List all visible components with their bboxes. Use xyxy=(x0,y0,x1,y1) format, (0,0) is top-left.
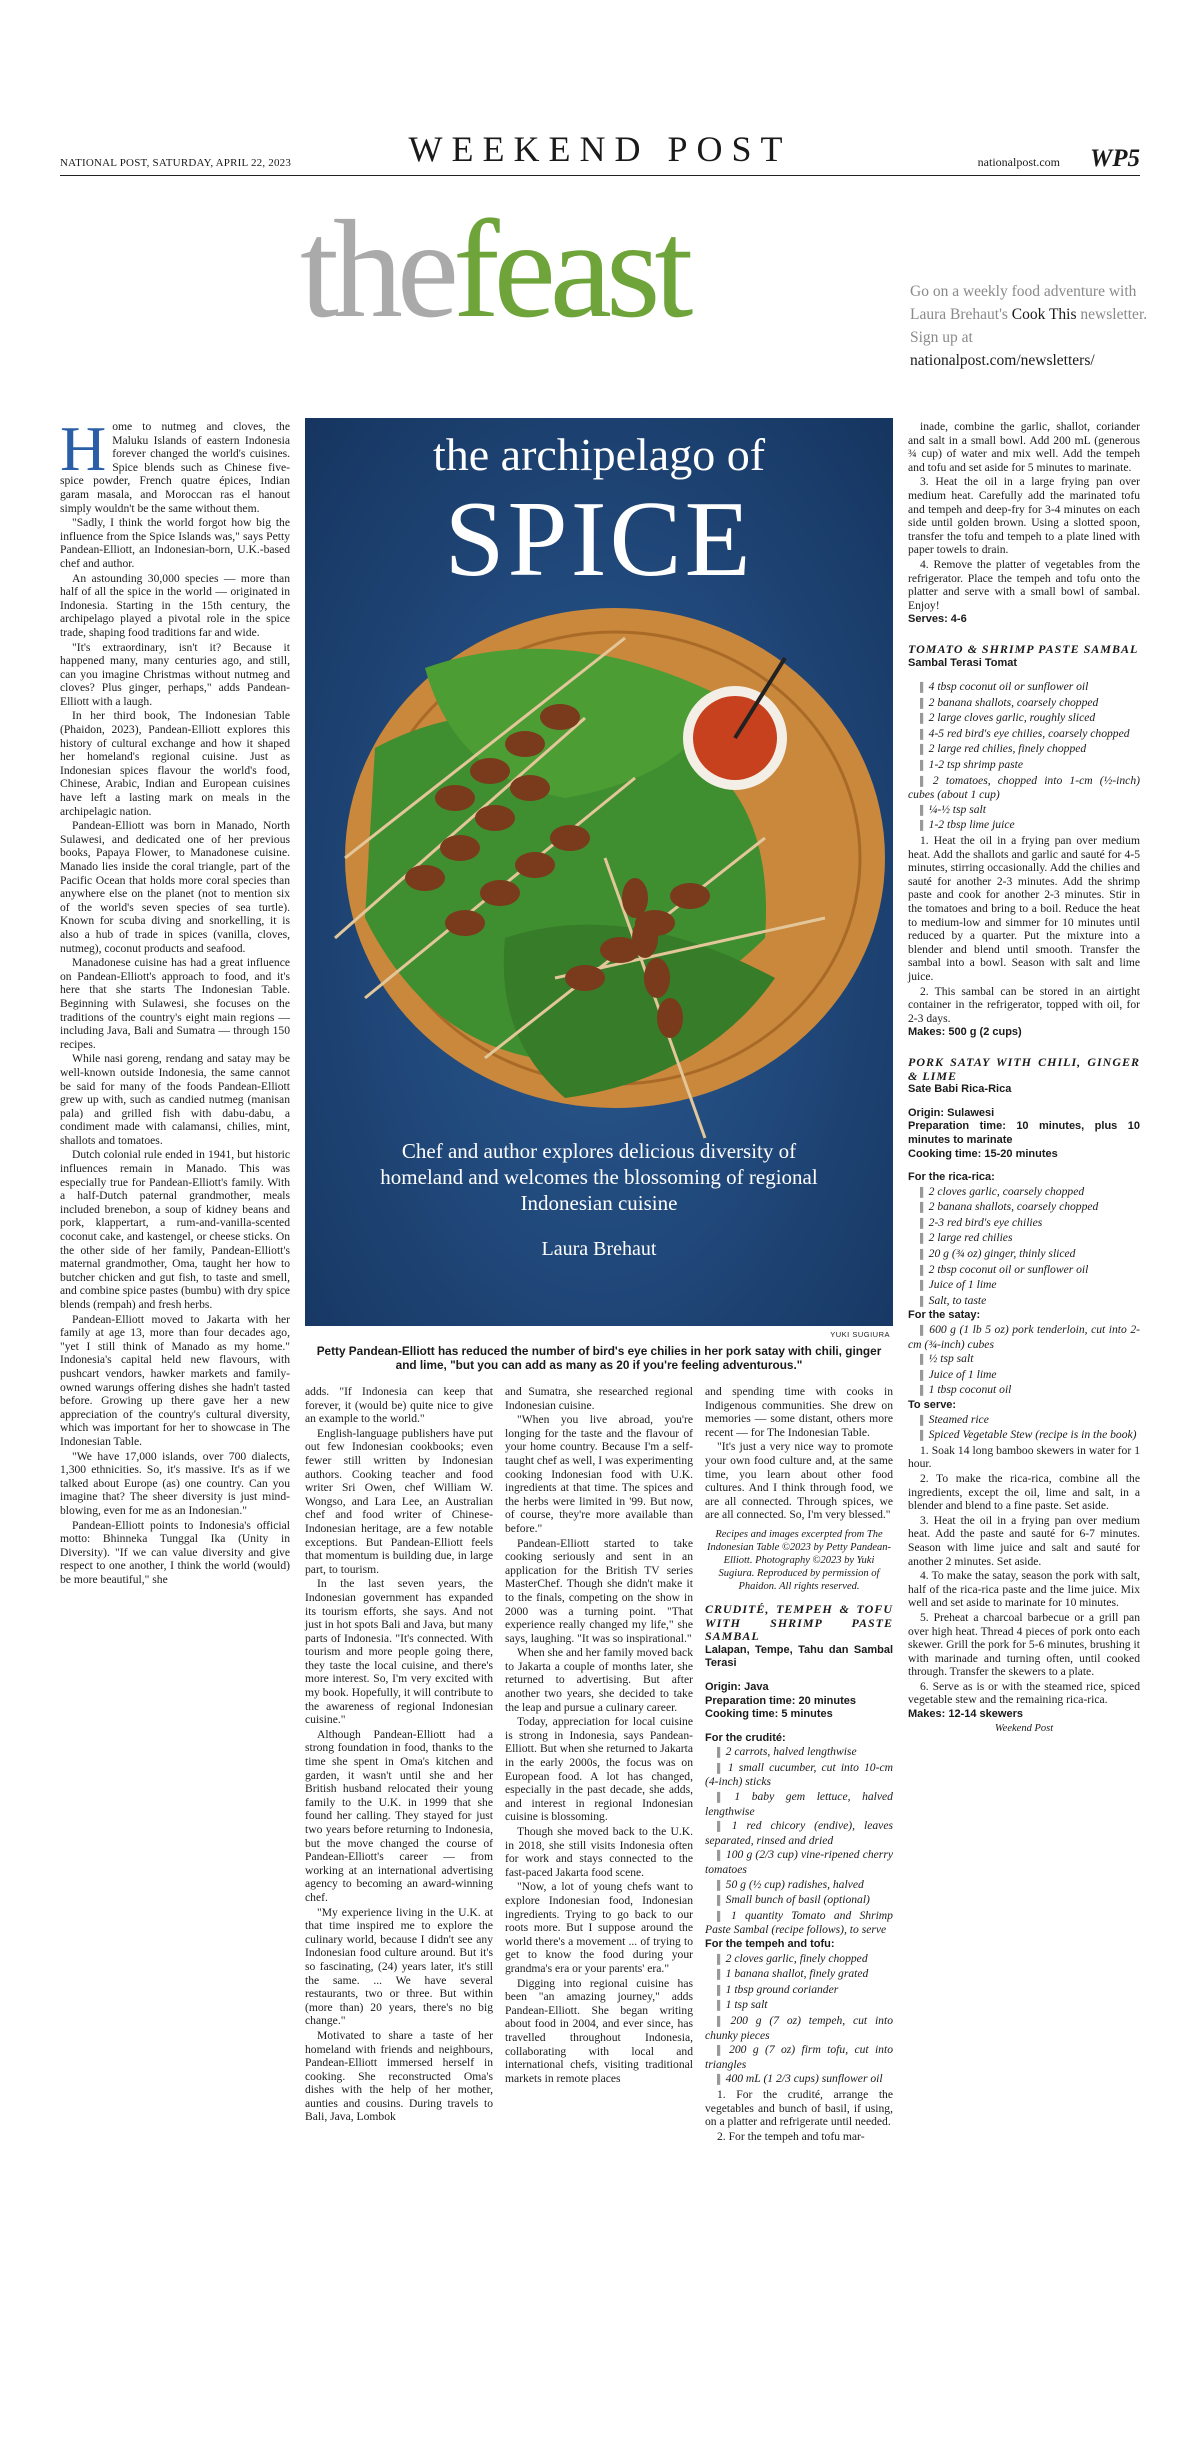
recipe-title: CRUDITÉ, TEMPEH & TOFU WITH SHRIMP PASTE SAMBAL xyxy=(705,1601,893,1644)
paragraph: Digging into regional cuisine has been "an amazing journey," adds Pandean-Elliott. She began writing about food in 2004, and ever since, has travelled throughout Indonesia, collaborating with local and international chefs, visiting traditional markets in remote places xyxy=(505,1976,693,2085)
ingredient: ▌ 2 cloves garlic, coarsely chopped xyxy=(908,1185,1140,1200)
paragraph: Though she moved back to the U.K. in 2018, she still visits Indonesia often for work and stays connected to the fast-paced Jakarta food scene. xyxy=(505,1825,693,1879)
ingredient: ▌ 400 mL (1 2/3 cups) sunflower oil xyxy=(705,2072,893,2087)
masthead-dateline: NATIONAL POST, SATURDAY, APRIL 22, 2023 xyxy=(60,157,292,169)
recipe-step: 4. Remove the platter of vegetables from the refrigerator. Place the tempeh and tofu onto the platter and serve with a small bowl of sambal. Enjoy! xyxy=(908,557,1140,612)
ingredient: ▌ 4-5 red bird's eye chilies, coarsely chopped xyxy=(908,727,1140,742)
recipe-subtitle: Lalapan, Tempe, Tahu dan Sambal Terasi xyxy=(705,1643,893,1670)
hero-description: Chef and author explores delicious diversity of homeland and welcomes the blossoming of regional Indonesian cuisine xyxy=(380,1139,818,1215)
hero-kicker: the archipelago of xyxy=(432,429,766,480)
ingredient: ▌ 50 g (½ cup) radishes, halved xyxy=(705,1878,893,1893)
recipe-step: 2. For the tempeh and tofu mar- xyxy=(717,2129,865,2143)
paragraph: and Sumatra, she researched regional Indonesian cuisine. xyxy=(505,1385,693,1412)
paragraph: adds. "If Indonesia can keep that forever, it (would be) quite nice to give an example to the world." xyxy=(305,1385,493,1426)
ingredient-heading: For the rica-rica: xyxy=(908,1171,995,1184)
masthead-website[interactable]: nationalpost.com xyxy=(977,155,1060,169)
paragraph: and spending time with cooks in Indigenous communities. She drew on memories — some distant, others more recent — for The Indonesian Table. xyxy=(705,1385,893,1439)
paragraph: Motivated to share a taste of her homeland with friends and neighbours, Pandean-Elliott immersed herself in cooking. She reconstructed Oma's dishes with the help of her mother, aunties and cousins. During travels to Bali, Java, Lombok xyxy=(305,2028,493,2124)
ingredient: ▌ 600 g (1 lb 5 oz) pork tenderloin, cut into 2-cm (¾-inch) cubes xyxy=(908,1323,1140,1351)
paragraph: An astounding 30,000 species — more than half of all the spice in the world — originated in Indonesia. Starting in the 15th century, the archipelago played a pivotal role in the spice trade, shaping food traditions far and wide. xyxy=(60,571,290,639)
paragraph: ome to nutmeg and cloves, the Maluku Islands of eastern Indonesia forever changed the world's cuisines. Spice blends such as Chinese five-spice powder, French quatre épices, Indian garam masala, and Moroccan ras el hanout simply wouldn't be the same without them. xyxy=(60,420,290,515)
paragraph: "When you live abroad, you're longing for the taste and the flavour of your home country. Because I'm a self-taught chef as well, I was experimenting cooking Indonesian food with U.K. ingredients at that time. The spices and the herbs were limited in '99. But now, of course, they're more available than before." xyxy=(505,1413,693,1535)
paragraph: "It's extraordinary, isn't it? Because it happened many, many centuries ago, and still, can you imagine Christmas without nutmeg and cloves? Plus ginger, perhaps," adds Pandean-Elliott with a laugh. xyxy=(60,640,290,708)
ingredient: ▌ 200 g (7 oz) firm tofu, cut into triangles xyxy=(705,2043,893,2071)
ingredient: ▌ ½ tsp salt xyxy=(908,1352,1140,1367)
ingredient: ▌ 2 tomatoes, chopped into 1-cm (½-inch) cubes (about 1 cup) xyxy=(908,774,1140,802)
ingredient: ▌ 200 g (7 oz) tempeh, cut into chunky pieces xyxy=(705,2014,893,2042)
recipe-subtitle: Sate Babi Rica-Rica xyxy=(908,1083,1012,1096)
paragraph: Pandean-Elliott moved to Jakarta with her family at age 13, more than four decades ago, "yet I still think of Manado as my home." Indonesia's capital held new flavours, with pushcart vendors, hawker markets and family-owned warungs offering dishes she hadn't tasted before. Growing up there gave her a new appreciation of the country's cultural diversity, which was important for her to showcase in The Indonesian Table. xyxy=(60,1312,290,1448)
recipe-step: 1. For the crudité, arrange the vegetables and bunch of basil, if using, on a platter and refrigerate until needed. xyxy=(705,2087,893,2129)
recipe-cook-time: Cooking time: 15-20 minutes xyxy=(908,1147,1058,1160)
masthead-rule xyxy=(60,175,1140,176)
recipe-step: 3. Heat the oil in a frying pan over medium heat. Add the paste and sauté for 6-7 minutes. Season with lime juice and salt and sauté for another 2 minutes. Set aside. xyxy=(908,1513,1140,1568)
recipe-step: 5. Preheat a charcoal barbecue or a grill pan over high heat. Thread 4 pieces of pork onto each skewer. Grill the pork for 5-6 minutes, brushing it with marinade and turning often, until cooked through. Transfer the skewers to a plate. xyxy=(908,1610,1140,1679)
ingredient: ▌ 2 tbsp coconut oil or sunflower oil xyxy=(908,1263,1140,1278)
ingredient: ▌ ¼-½ tsp salt xyxy=(908,803,1140,818)
ingredient: ▌ 2 banana shallots, coarsely chopped xyxy=(908,696,1140,711)
recipe-step: inade, combine the garlic, shallot, coriander and salt in a small bowl. Add 200 mL (generous ¾ cup) of water and mix well. Add the tempeh and tofu and set aside for 5 minutes to marinate. xyxy=(908,420,1140,474)
ingredient: ▌ 1 baby gem lettuce, halved lengthwise xyxy=(705,1790,893,1818)
paragraph: Dutch colonial rule ended in 1941, but historic influences remain in Manado. This was especially true for Pandean-Elliott's family. With a half-Dutch paternal grandmother, meals included brenebon, a soup of kidney beans and pork, klappertart, a rum-and-vanilla-scented coconut cake, and kastengel, or cheese sticks. On the other side of her family, Pandean-Elliott's maternal grandmother, Oma, taught her how to butcher chicken and gut fish, to taste and smell, and combine spice pastes (bumbu) with dry spice blends (rempah) and fresh herbs. xyxy=(60,1148,290,1311)
ingredient: ▌ Small bunch of basil (optional) xyxy=(705,1893,893,1908)
recipe-step: 2. To make the rica-rica, combine all the ingredients, except the oil, lime and salt, in a blender and blend to a fine paste. Set aside. xyxy=(908,1471,1140,1513)
article-column-2 xyxy=(305,1385,493,2125)
ingredient: ▌ 1 tbsp ground coriander xyxy=(705,1983,893,1998)
article-column-5 xyxy=(908,420,1140,1735)
ingredient: ▌ 20 g (¾ oz) ginger, thinly sliced xyxy=(908,1247,1140,1262)
hero-photo xyxy=(305,418,893,1326)
recipe-makes: Makes: 12-14 skewers xyxy=(908,1708,1023,1721)
ingredient: ▌ 1 banana shallot, finely grated xyxy=(705,1967,893,1982)
promo-text: Go on a weekly food adventure with Laura Brehaut's xyxy=(910,283,1137,323)
ingredient: ▌ 1 tsp salt xyxy=(705,1998,893,2013)
paragraph: In the last seven years, the Indonesian government has expanded its tourism efforts, she says. And not just in hot spots Bali and Java, but many parts of Indonesia. "It's connected. With tourism and more people going there, they taste the local cuisine, and there's more interest. So, I'm very excited with my book. Hopefully, it will contribute to the awareness of regional Indonesian cuisine." xyxy=(305,1577,493,1727)
ingredient: ▌ 4 tbsp coconut oil or sunflower oil xyxy=(908,680,1140,695)
paragraph: In her third book, The Indonesian Table (Phaidon, 2023), Pandean-Elliott explores this history of cultural exchange and how it shaped her homeland's regional cuisine. Just as Indonesian spices flavour the world's food, Chinese, Arabic, Indian and European cuisines have left a lasting mark on meals in the archipelagic nation. xyxy=(60,709,290,818)
recipe-step: 6. Serve as is or with the steamed rice, spiced vegetable stew and the remaining rica-rica. xyxy=(908,1679,1140,1707)
paragraph: Pandean-Elliott started to take cooking seriously and sent in an application for the British TV series MasterChef. Though she didn't make it to the finals, competing on the show in 2000 was a turning point. "That experience really changed my life," she says, laughing. "It was so inspirational." xyxy=(505,1536,693,1645)
recipe-makes: Makes: 500 g (2 cups) xyxy=(908,1026,1022,1039)
ingredient: ▌ 2 cloves garlic, finely chopped xyxy=(705,1952,893,1967)
recipe-title: TOMATO & SHRIMP PASTE SAMBAL xyxy=(908,641,1139,656)
ingredient: ▌ Salt, to taste xyxy=(908,1294,1140,1309)
ingredient-heading: For the satay: xyxy=(908,1309,981,1322)
paragraph: Although Pandean-Elliott had a strong foundation in food, thanks to the time she spent in Oma's kitchen and garden, it wasn't until she and her British husband relocated their young family to the U.K. in 1999 that she found her calling. They stayed for just two years before returning to Indonesia, but the move changed the course of Pandean-Elliott's career — from working at an international advertising agency to becoming an award-winning chef. xyxy=(305,1727,493,1904)
recipe-origin: Origin: Java xyxy=(705,1680,769,1693)
end-signoff: Weekend Post xyxy=(994,1722,1054,1734)
paragraph: "My experience living in the U.K. at that time inspired me to explore the culinary world, because I didn't see any Indonesian food culture around. But it's so fascinating, (24) years later, it's still the same. ... We have several restaurants, two or three. But within (more than) 20 years, there's no big change." xyxy=(305,1905,493,2028)
article-column-3 xyxy=(505,1385,693,2086)
newsletter-promo xyxy=(910,280,1150,372)
ingredient: ▌ 2 large cloves garlic, roughly sliced xyxy=(908,711,1140,726)
paragraph: English-language publishers have put out few Indonesian cookbooks; even fewer still written by Indonesian authors. Cooking teacher and food writer Sri Owen, chef William W. Wongso, and Lara Lee, an Australian chef and food writer of Chinese-Indonesian heritage, are a few notable exceptions. But Pandean-Elliott feels that momentum is building due, in large part, to tourism. xyxy=(305,1426,493,1576)
paragraph: "We have 17,000 islands, over 700 dialects, 1,300 ethnicities. So, it's massive. It's as if we talked about Europe (as) one country. Can you imagine that? The sheer diversity is just mind-blowing, even for me as an Indonesian." xyxy=(60,1449,290,1517)
recipe-cook-time: Cooking time: 5 minutes xyxy=(705,1708,833,1721)
ingredient: ▌ 2 banana shallots, coarsely chopped xyxy=(908,1200,1140,1215)
paragraph: While nasi goreng, rendang and satay may be well-known outside Indonesia, the same cannot be said for many of the foods Pandean-Elliott grew up with, such as candied nutmeg (manisan pala) and grilled fish with dabu-dabu, a condiment made with calamansi, chilies, mint, shallots and tomatoes. xyxy=(60,1052,290,1147)
ingredient: ▌ 1-2 tbsp lime juice xyxy=(908,818,1140,833)
article-column-1 xyxy=(60,413,290,1587)
section-title-feast: feast xyxy=(453,192,688,347)
paragraph: Pandean-Elliott was born in Manado, North Sulawesi, and dedicated one of her previous books, Papaya Flower, to Manadonese cuisine. Manado lies inside the coral triangle, part of the Pacific Ocean that holds more coral species than anywhere else on the planet (not to mention six of the world's seven species of sea turtle). Known for scuba diving and snorkelling, it is also a hub of trade in spices (vanilla, cloves, nutmeg), coconut products and seafood. xyxy=(60,819,290,955)
ingredient: ▌ 100 g (2/3 cup) vine-ripened cherry tomatoes xyxy=(705,1848,893,1876)
excerpt-note: Recipes and images excerpted from The Indonesian Table ©2023 by Petty Pandean-Elliott. Photography ©2023 by Yuki Sugiura. Reproduced by permission of Phaidon. All rights reserved. xyxy=(706,1528,892,1592)
article-column-4 xyxy=(705,1385,893,2144)
ingredient: ▌ 1 tbsp coconut oil xyxy=(908,1383,1140,1398)
promo-url-link[interactable]: nationalpost.com/newsletters/ xyxy=(910,352,1095,369)
ingredient: ▌ Spiced Vegetable Stew (recipe is in the book) xyxy=(908,1428,1140,1443)
promo-newsletter-name[interactable]: Cook This xyxy=(1011,306,1077,323)
ingredient: ▌ 1-2 tsp shrimp paste xyxy=(908,758,1140,773)
photo-credit: YUKI SUGIURA xyxy=(830,1330,890,1339)
ingredient: ▌ Juice of 1 lime xyxy=(908,1278,1140,1293)
recipe-prep-time: Preparation time: 10 minutes, plus 10 minutes to marinate xyxy=(908,1120,1140,1146)
paragraph: Manadonese cuisine has had a great influence on Pandean-Elliott's approach to food, and it's here that she starts The Indonesian Table. Beginning with Sulawesi, she focuses on the traditions of the country's eight main regions — including Java, Bali and Sumatra — through 150 recipes. xyxy=(60,956,290,1051)
recipe-serves: Serves: 4-6 xyxy=(908,613,967,626)
section-title-the: the xyxy=(300,192,454,347)
hero-byline: Laura Brehaut xyxy=(541,1238,657,1260)
ingredient: ▌ 1 red chicory (endive), leaves separated, rinsed and dried xyxy=(705,1819,893,1847)
recipe-step: 3. Heat the oil in a large frying pan over medium heat. Carefully add the marinated tofu and tempeh and deep-fry for 3-4 minutes on each side until golden brown. Using a slotted spoon, transfer the tofu and tempeh to a plate lined with paper towels to drain. xyxy=(908,475,1140,557)
paragraph: Today, appreciation for local cuisine is strong in Indonesia, says Pandean-Elliott. But when she returned to Jakarta in the early 2000s, the focus was on European food. A lot has changed, especially in the past decade, she adds, and interest in regional Indonesian cuisine is blossoming. xyxy=(505,1715,693,1824)
section-title xyxy=(300,192,688,347)
hero-title: SPICE xyxy=(444,480,754,599)
paragraph: "It's just a very nice way to promote your own food culture and, at the same time, you learn about other food cultures. And I think through food, we are all connected. Through spices, we are all connected. So, I'm very blessed." xyxy=(705,1440,893,1522)
recipe-step: 4. To make the satay, season the pork with salt, half of the rica-rica paste and the lime juice. Mix well and set aside to marinate for 10 minutes. xyxy=(908,1569,1140,1610)
recipe-origin: Origin: Sulawesi xyxy=(908,1106,995,1119)
drop-cap: H xyxy=(60,413,107,484)
ingredient: ▌ 2 large red chilies xyxy=(908,1231,1140,1246)
photo-caption: Petty Pandean-Elliott has reduced the number of bird's eye chilies in her pork satay with chili, ginger and lime, "but you can add as many as 20 if you're feeling adventurous." xyxy=(316,1344,882,1372)
ingredient: ▌ 2 large red chilies, finely chopped xyxy=(908,742,1140,757)
recipe-step: 1. Soak 14 long bamboo skewers in water for 1 hour. xyxy=(908,1443,1140,1471)
paragraph: "Now, a lot of young chefs want to explore Indonesian food, Indonesian ingredients. Trying to go back to our roots more. But I suppose around the world there's a movement ... of trying to get to know the food during your grandma's era or your parents' era." xyxy=(505,1880,693,1975)
ingredient: ▌ Steamed rice xyxy=(908,1413,1140,1428)
recipe-title: PORK SATAY WITH CHILI, GINGER & LIME xyxy=(908,1054,1140,1083)
ingredient: ▌ Juice of 1 lime xyxy=(908,1368,1140,1383)
ingredient: ▌ 1 quantity Tomato and Shrimp Paste Sambal (recipe follows), to serve xyxy=(705,1909,893,1937)
recipe-step: 1. Heat the oil in a frying pan over medium heat. Add the shallots and garlic and sauté for 4-5 minutes, stirring occasionally. Add the chilies and sauté for another 2-3 minutes. Add the shrimp paste and cook for another 2-3 minutes. Stir in the tomatoes and bring to a boil. Reduce the heat to medium-low and simmer for 10 minutes until reduced by a quarter. Put the mixture into a blender and blend until smooth. Transfer the sambal into a bowl. Season with salt and lime juice. xyxy=(908,834,1140,983)
paragraph: When she and her family moved back to Jakarta a couple of months later, she returned to advertising. But after another two years, she decided to take the leap and pursue a culinary career. xyxy=(505,1646,693,1714)
ingredient-heading: To serve: xyxy=(908,1399,957,1411)
ingredient: ▌ 2-3 red bird's eye chilies xyxy=(908,1216,1140,1231)
ingredient-heading: For the crudité: xyxy=(705,1731,786,1744)
recipe-step: 2. This sambal can be stored in an airtight container in the refrigerator, topped with oil, for 2-3 days. xyxy=(908,984,1140,1025)
paragraph: "Sadly, I think the world forgot how big the influence from the Spice Islands was," says Petty Pandean-Elliott, an Indonesian-born, U.K.-based chef and author. xyxy=(60,516,290,570)
ingredient: ▌ 1 small cucumber, cut into 10-cm (4-inch) sticks xyxy=(705,1761,893,1789)
page-number: WP5 xyxy=(1090,145,1140,172)
recipe-prep-time: Preparation time: 20 minutes xyxy=(705,1694,856,1707)
promo-text-2: newsletter. Sign up at xyxy=(910,306,1148,346)
ingredient-heading: For the tempeh and tofu: xyxy=(705,1938,835,1950)
masthead-title[interactable]: WEEKEND POST xyxy=(408,129,792,169)
recipe-subtitle: Sambal Terasi Tomat xyxy=(908,656,1018,669)
ingredient: ▌ 2 carrots, halved lengthwise xyxy=(705,1745,893,1760)
paragraph: Pandean-Elliott points to Indonesia's official motto: Bhinneka Tunggal Ika (Unity in Diversity). "If we can value diversity and give respect to one another, I think the world (would) be more beautiful," she xyxy=(60,1518,290,1586)
